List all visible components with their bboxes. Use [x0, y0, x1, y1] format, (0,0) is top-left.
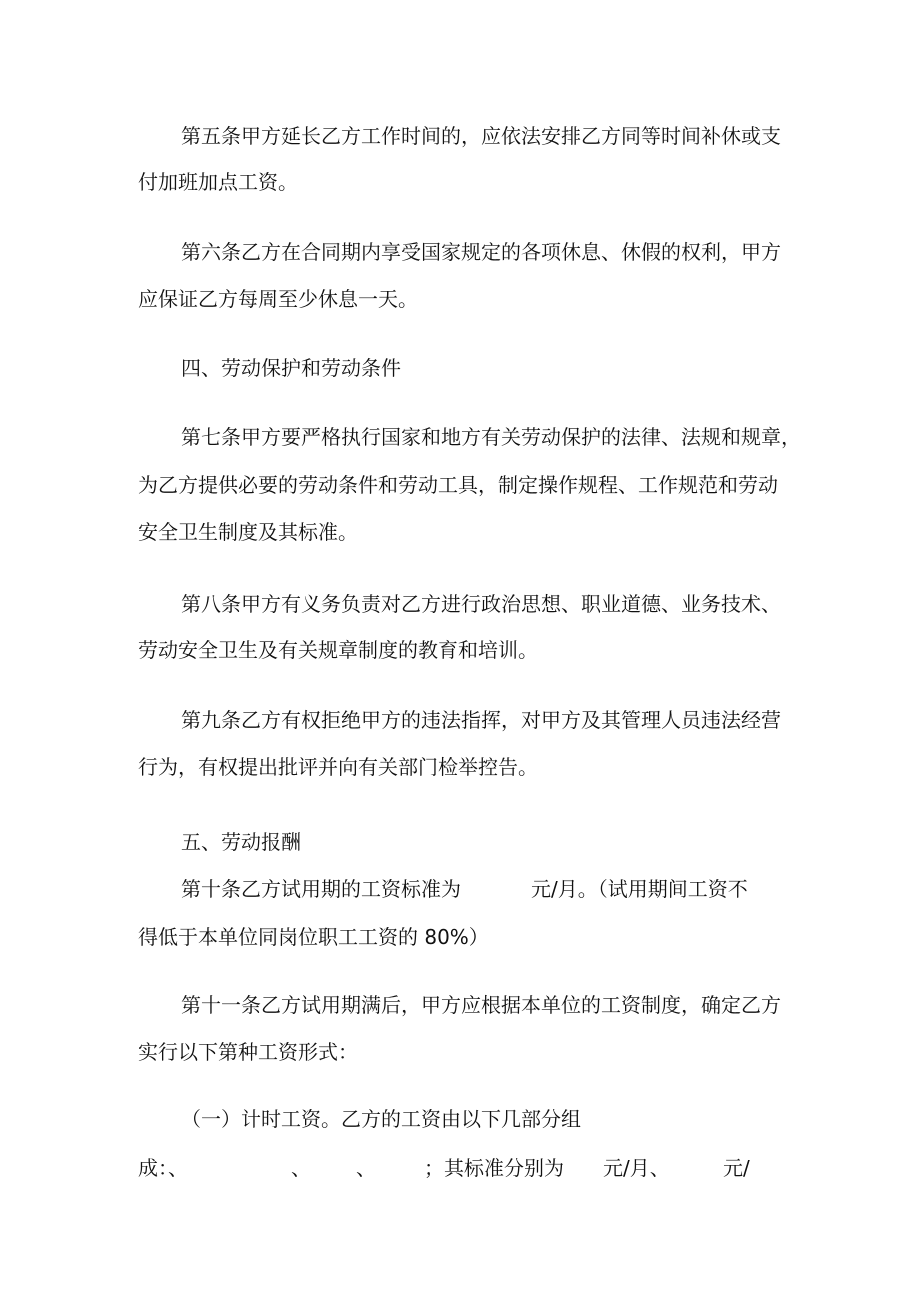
- item-1-line-2-part-5: 元/月、: [603, 1156, 670, 1180]
- article-10-line-1-end: 元/月。（试用期间工资不: [531, 877, 748, 901]
- article-5-line-2: 付加班加点工资。: [138, 170, 298, 194]
- item-1-line-2-part-3: 、: [356, 1156, 376, 1180]
- section-4-heading: 四、劳动保护和劳动条件: [181, 356, 401, 380]
- article-11-line-2: 实行以下第种工资形式：: [138, 1040, 358, 1064]
- article-10-line-2: 得低于本单位同岗位职工工资的 80%）: [138, 925, 489, 949]
- item-1-line-2-part-1: 成：、: [138, 1156, 188, 1180]
- item-1-line-2-part-6: 元/: [723, 1156, 750, 1180]
- article-11-line-1: 第十一条乙方试用期满后，甲方应根据本单位的工资制度，确定乙方: [181, 993, 781, 1017]
- article-7-line-3: 安全卫生制度及其标准。: [138, 520, 358, 544]
- item-1-line-1: （一）计时工资。乙方的工资由以下几部分组: [181, 1107, 581, 1131]
- article-6-line-2: 应保证乙方每周至少休息一天。: [138, 287, 418, 311]
- article-6-line-1: 第六条乙方在合同期内享受国家规定的各项休息、休假的权利，甲方: [181, 240, 781, 264]
- article-8-line-2: 劳动安全卫生及有关规章制度的教育和培训。: [138, 638, 538, 662]
- article-10-line-1-start: 第十条乙方试用期的工资标准为: [181, 877, 461, 901]
- item-1-line-2-part-4: ；其标准分别为: [424, 1156, 564, 1180]
- article-7-line-1: 第七条甲方要严格执行国家和地方有关劳动保护的法律、法规和规章，: [181, 425, 801, 449]
- article-7-line-2: 为乙方提供必要的劳动条件和劳动工具，制定操作规程、工作规范和劳动: [138, 473, 778, 497]
- section-5-heading: 五、劳动报酬: [181, 830, 301, 854]
- article-5-line-1: 第五条甲方延长乙方工作时间的，应依法安排乙方同等时间补休或支: [181, 124, 781, 148]
- article-9-line-2: 行为，有权提出批评并向有关部门检举控告。: [138, 755, 538, 779]
- item-1-line-2-part-2: 、: [291, 1156, 311, 1180]
- article-9-line-1: 第九条乙方有权拒绝甲方的违法指挥，对甲方及其管理人员违法经营: [181, 708, 781, 732]
- article-8-line-1: 第八条甲方有义务负责对乙方进行政治思想、职业道德、业务技术、: [181, 592, 781, 616]
